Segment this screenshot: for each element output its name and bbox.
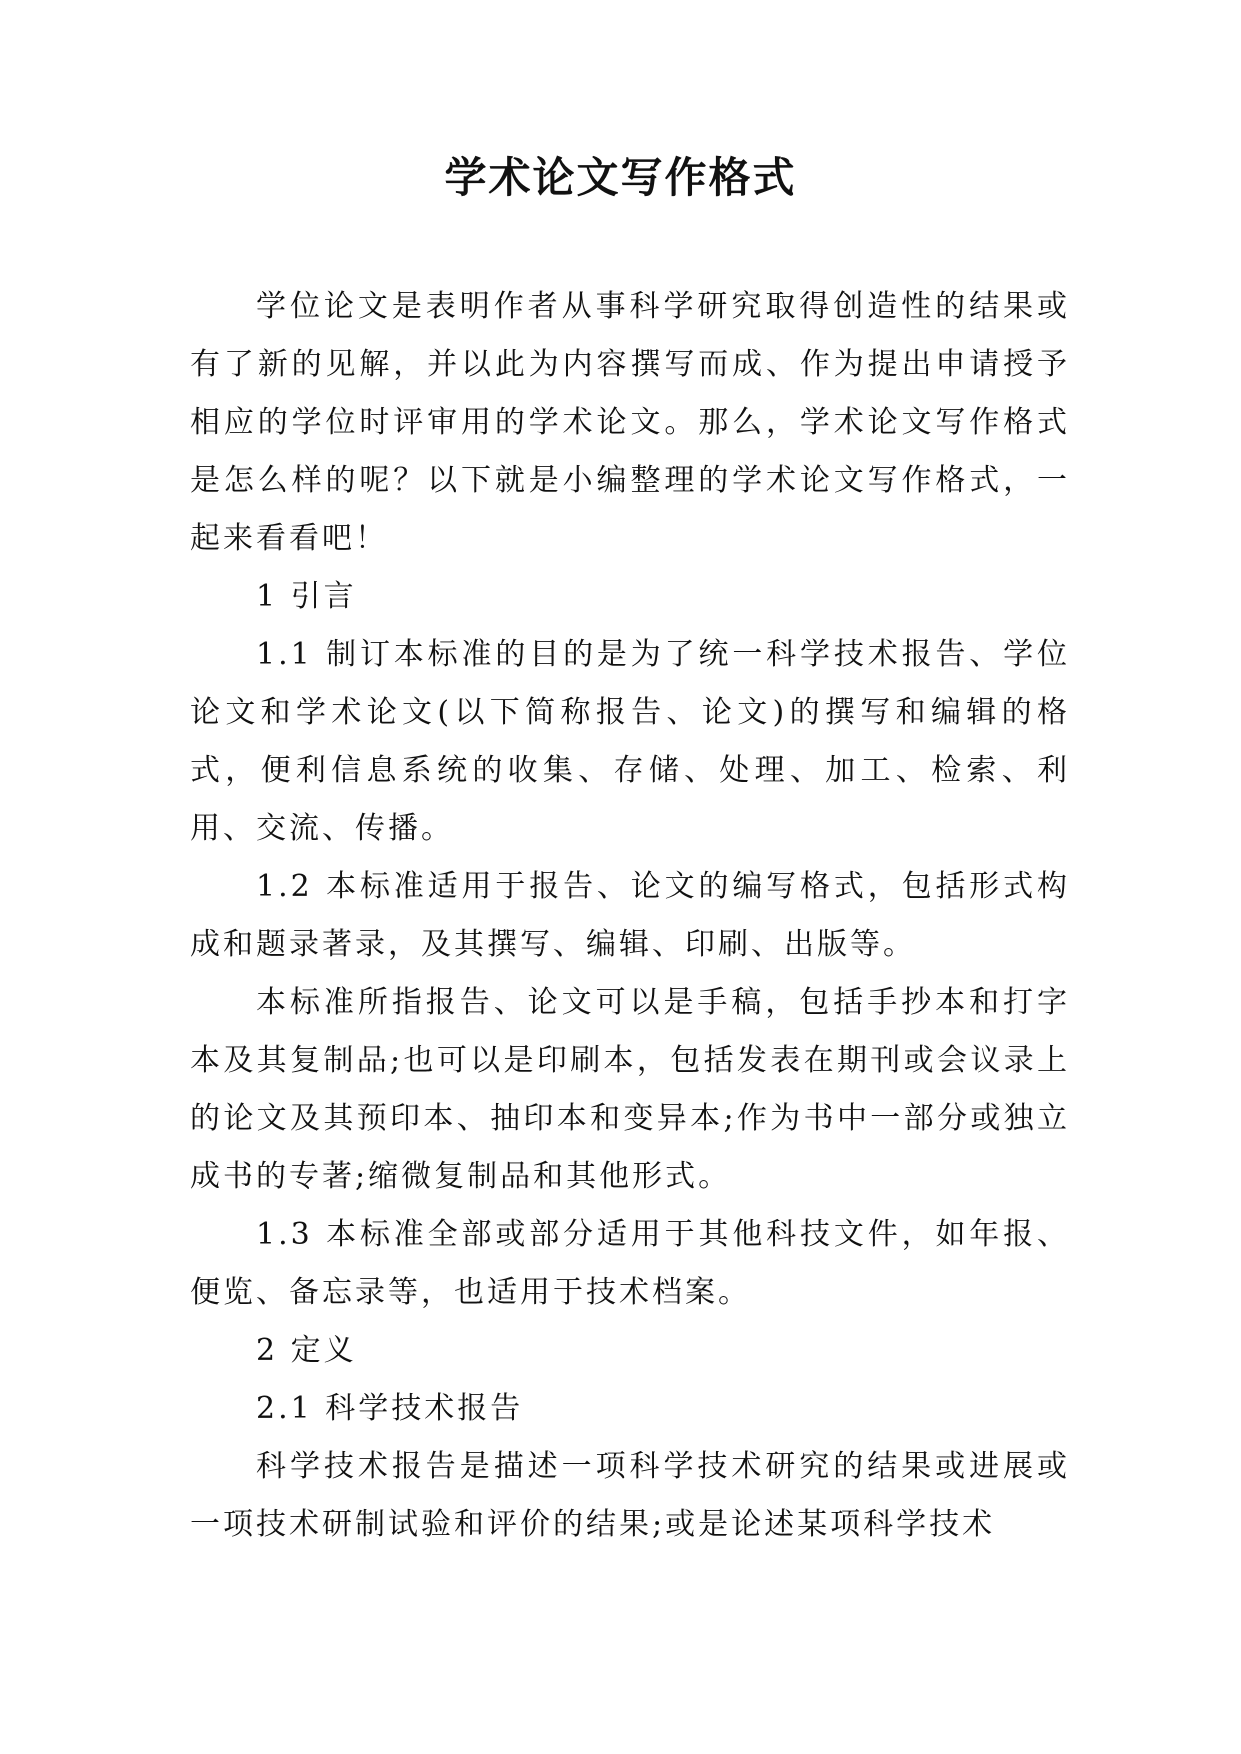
paragraph-1-1: 1.1 制订本标准的目的是为了统一科学技术报告、学位论文和学术论文(以下简称报告、论文)的撰写和编辑的格式，便利信息系统的收集、存储、处理、加工、检索、利用、交流、传播。 [190,637,1070,846]
subsection-heading-2-1: 2.1 科学技术报告 [256,1391,524,1426]
section-heading-1: 1 引言 [256,579,357,614]
paragraph-intro: 学位论文是表明作者从事科学研究取得创造性的结果或有了新的见解，并以此为内容撰写而成、作为提出申请授予相应的学位时评审用的学术论文。那么，学术论文写作格式是怎么样的呢？以下就是小编整理的学术论文写作格式，一起来看看吧！ [190,289,1070,556]
paragraph-2-1: 科学技术报告是描述一项科学技术研究的结果或进展或一项技术研制试验和评价的结果;或是论述某项科学技术 [190,1449,1070,1542]
document-title: 学术论文写作格式 [444,153,797,202]
section-heading-2: 2 定义 [256,1333,357,1368]
document-body [190,278,1070,1554]
paragraph-1-3: 1.3 本标准全部或部分适用于其他科技文件，如年报、便览、备忘录等，也适用于技术档案。 [190,1217,1070,1310]
paragraph-1-2-detail: 本标准所指报告、论文可以是手稿，包括手抄本和打字本及其复制品;也可以是印刷本，包括发表在期刊或会议录上的论文及其预印本、抽印本和变异本;作为书中一部分或独立成书的专著;缩微复制品和其他形式。 [190,985,1070,1194]
paragraph-1-2: 1.2 本标准适用于报告、论文的编写格式，包括形式构成和题录著录，及其撰写、编辑、印刷、出版等。 [190,869,1070,962]
